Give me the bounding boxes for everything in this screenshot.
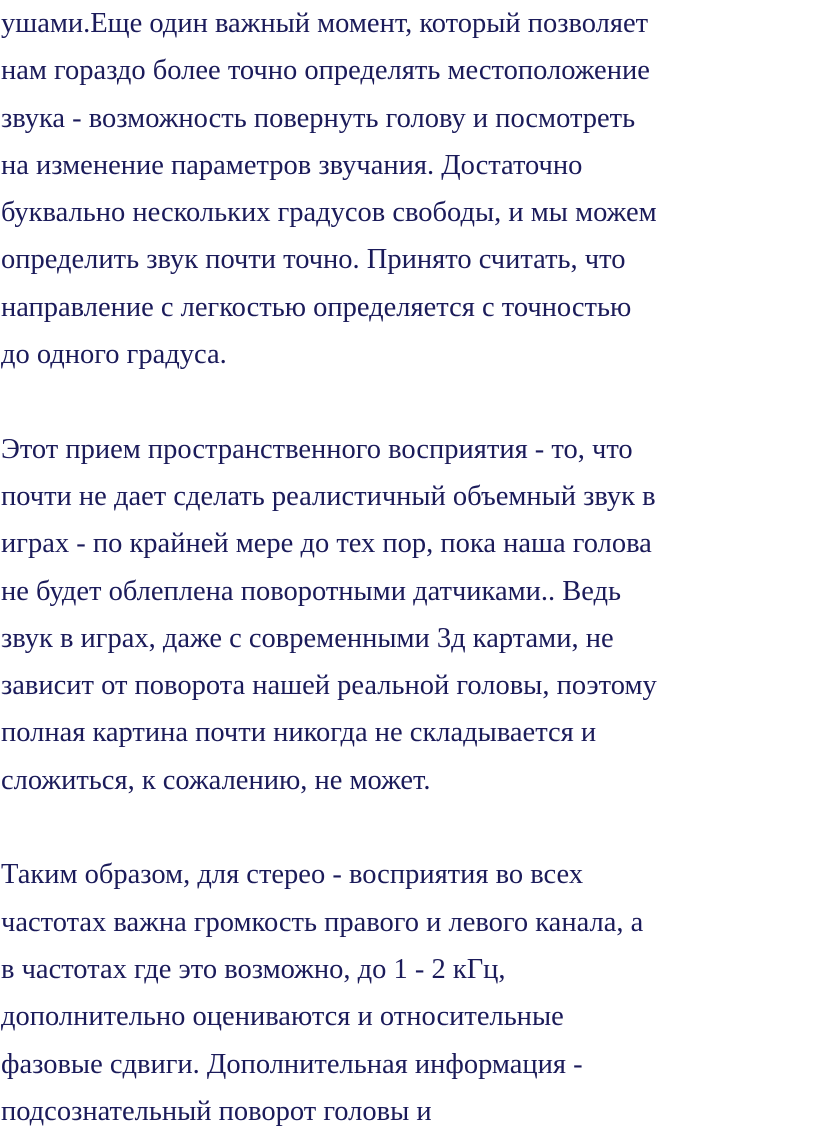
text-line: ушами.Еще один важный момент, который позволяет	[1, 8, 649, 39]
text-line: в частотах где это возможно, до 1 - 2 кГц,	[1, 953, 506, 985]
text-line: на изменение параметров звучания. Достаточно	[1, 149, 583, 181]
text-line: Этот прием пространственного восприятия - то, что	[1, 433, 633, 465]
text-line: звук в играх, даже с современными 3д картами, не	[1, 622, 614, 654]
paragraph-2	[1, 426, 812, 804]
text-line: почти не дает сделать реалистичный объемный звук в	[1, 480, 656, 512]
text-line: фазовые сдвиги. Дополнительная информация -	[1, 1048, 583, 1080]
text-line: дополнительно оцениваются и относительные	[1, 1001, 564, 1033]
paragraph-spacer	[1, 804, 812, 851]
text-line: нам гораздо более точно определять местоположение	[1, 55, 650, 87]
text-line: подсознательный поворот головы и	[1, 1095, 432, 1127]
text-line: зависит от поворота нашей реальной головы, поэтому	[1, 670, 657, 702]
paragraph-3	[1, 851, 812, 1135]
text-line: буквально нескольких градусов свободы, и мы можем	[1, 197, 657, 229]
text-line: определить звук почти точно. Принято считать, что	[1, 244, 626, 276]
text-line: направление с легкостью определяется с точностью	[1, 291, 632, 323]
text-line: играх - по крайней мере до тех пор, пока наша голова	[1, 528, 652, 560]
text-line: не будет облеплена поворотными датчиками.. Ведь	[1, 575, 622, 607]
text-line: частотах важна громкость правого и левого канала, а	[1, 906, 644, 938]
text-line: сложиться, к сожалению, не может.	[1, 764, 431, 796]
text-line: Таким образом, для стерео - восприятия во всех	[1, 859, 584, 891]
paragraph-1	[1, 0, 812, 378]
text-line: до одного градуса.	[1, 339, 227, 371]
text-line: полная картина почти никогда не складывается и	[1, 717, 597, 749]
text-line: звука - возможность повернуть голову и посмотреть	[1, 102, 636, 134]
paragraph-spacer	[1, 378, 812, 425]
